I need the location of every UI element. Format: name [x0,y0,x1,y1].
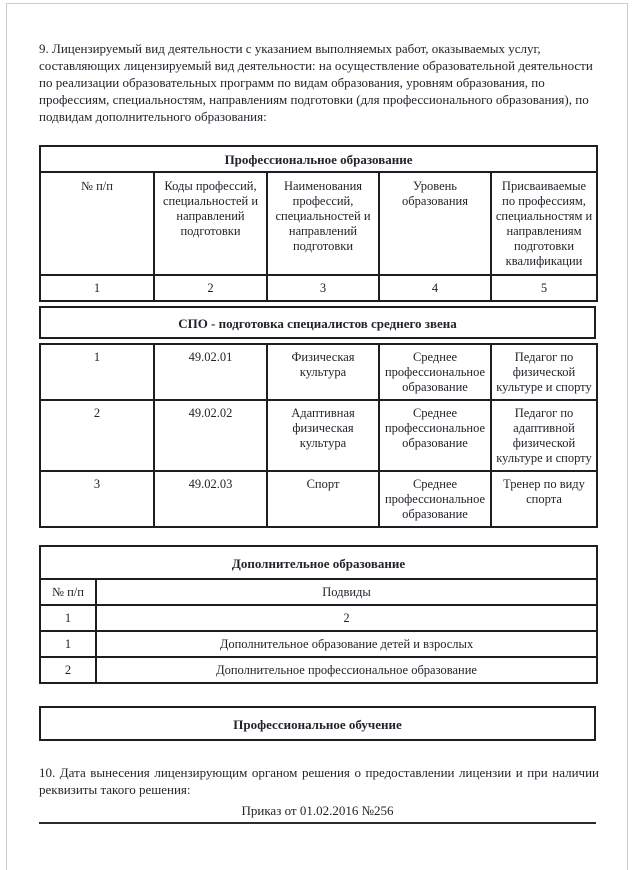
col-header-number: № п/п [40,172,154,275]
qualification-cell: Педагог по физической культуре и спорту [491,344,597,400]
col-number-cell: 2 [154,275,267,301]
table-row [40,344,597,400]
subtype-cell: Дополнительное профессиональное образование [96,657,597,683]
qualification-cell: Педагог по адаптивной физической культуре и спорту [491,400,597,471]
paragraph-10-license-decision: 10. Дата вынесения лицензирующим органом решения о предоставлении лицензии и при наличии реквизиты такого решения: [39,765,599,797]
name-cell: Физическая культура [267,344,379,400]
document-page [6,3,628,870]
col-header-number: № п/п [40,579,96,605]
code-cell: 49.02.02 [154,400,267,471]
table-row [40,400,597,471]
column-header-row [40,579,597,605]
spo-section-title: СПО - подготовка специалистов среднего звена [40,307,595,338]
row-number-cell: 2 [40,657,96,683]
col-number-cell: 2 [96,605,597,631]
table-row [40,657,597,683]
col-header-qualifications: Присваиваемые по профессиям, специальностям и направлениям подготовки квалификации [491,172,597,275]
col-header-codes: Коды профессий, специальностей и направлений подготовки [154,172,267,275]
row-number-cell: 3 [40,471,154,527]
document-content [39,40,599,824]
additional-education-table [39,545,598,684]
col-number-cell: 5 [491,275,597,301]
column-number-row [40,605,597,631]
prof-training-table-title: Профессиональное обучение [40,707,595,740]
order-reference-line: Приказ от 01.02.2016 №256 [39,803,596,824]
table-title-row [40,146,597,172]
table-title-row [40,546,597,579]
level-cell: Среднее профессиональное образование [379,400,491,471]
prof-training-table [39,706,596,741]
paragraph-9-licensed-activity: 9. Лицензируемый вид деятельности с указанием выполняемых работ, оказываемых услуг, составляющих лицензируемый вид деятельности: на осуществление образовательной деятельности по реализации образовательных программ по видам образования, уровням образования, по профессиям, специальностям, направлениям подготовки (для профессионального образования), по подвидам дополнительного образования: [39,41,593,124]
level-cell: Среднее профессиональное образование [379,344,491,400]
column-number-row [40,275,597,301]
col-number-cell: 1 [40,605,96,631]
prof-education-table-title: Профессиональное образование [40,146,597,172]
subtype-cell: Дополнительное образование детей и взрослых [96,631,597,657]
prof-education-rows-band [39,343,598,528]
prof-education-table-header-band [39,145,598,302]
code-cell: 49.02.03 [154,471,267,527]
col-header-names: Наименования профессий, специальностей и направлений подготовки [267,172,379,275]
table-row [40,471,597,527]
name-cell: Спорт [267,471,379,527]
qualification-cell: Тренер по виду спорта [491,471,597,527]
code-cell: 49.02.01 [154,344,267,400]
name-cell: Адаптивная физическая культура [267,400,379,471]
row-number-cell: 2 [40,400,154,471]
col-number-cell: 4 [379,275,491,301]
level-cell: Среднее профессиональное образование [379,471,491,527]
row-number-cell: 1 [40,344,154,400]
col-header-level: Уровень образования [379,172,491,275]
table-row [40,631,597,657]
additional-education-table-title: Дополнительное образование [40,546,597,579]
column-header-row [40,172,597,275]
table-title-row [40,707,595,740]
col-number-cell: 3 [267,275,379,301]
section-header-row [40,307,595,338]
col-number-cell: 1 [40,275,154,301]
row-number-cell: 1 [40,631,96,657]
spo-section-band [39,306,596,339]
col-header-subtypes: Подвиды [96,579,597,605]
